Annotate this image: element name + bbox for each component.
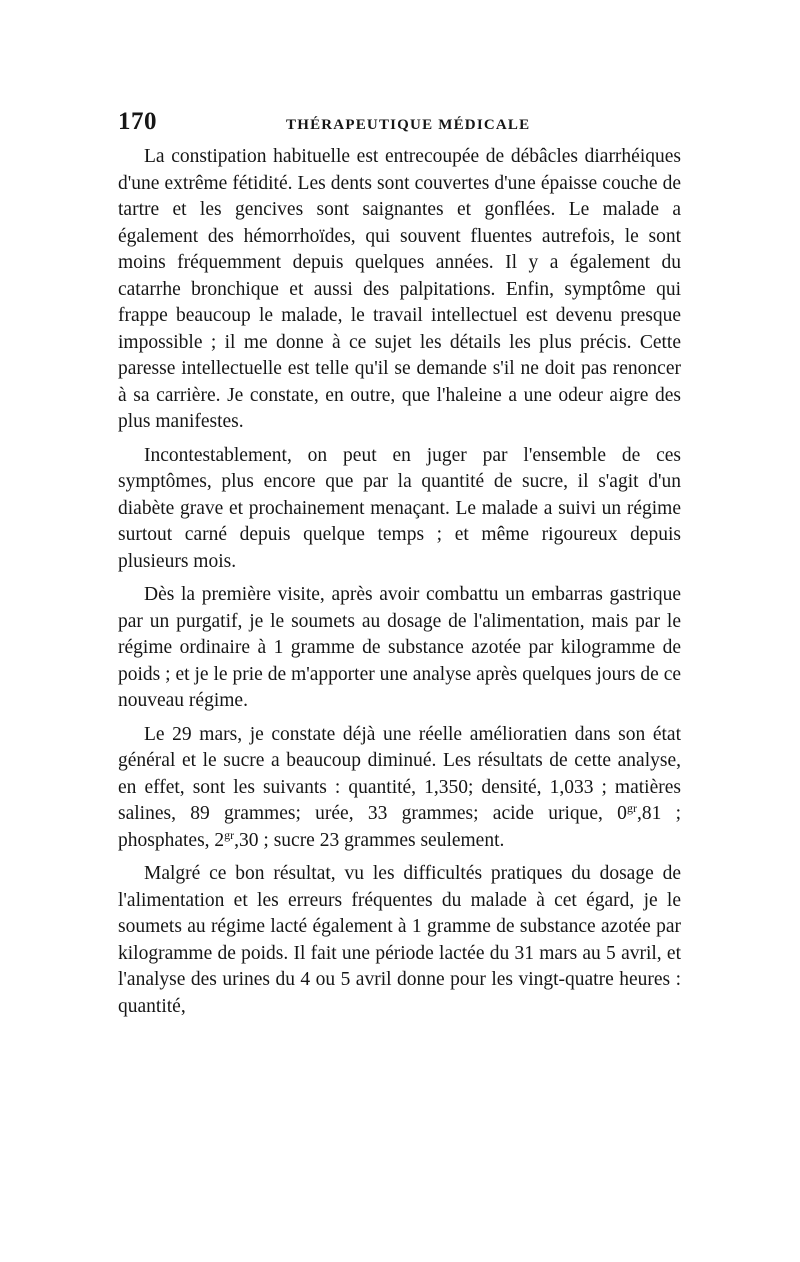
paragraph-4-text-b: ,81 ; phosphates, 2 xyxy=(118,803,682,851)
paragraph-3: Dès la première visite, après avoir combattu un embarras gastrique par un purgatif, je le soumets au dosage de l'alimentation, mais par le régime ordinaire à 1 gramme de substance azotée par kilogramme de poids ; et je le prie de m'apporter une analyse après quelques jours de ce nouveau régime. xyxy=(118,584,681,711)
paragraph-1: La constipation habituelle est entrecoupée de débâcles diarrhéiques d'une extrême fétidité. Les dents sont couvertes d'une épaisse couche de tartre et les gencives sont saignantes et gonflées. Le malade a également des hémorrhoïdes, qui souvent fluentes autrefois, le sont moins fréquemment depuis quelques années. Il y a également du catarrhe bronchique et aussi des palpitations. Enfin, symptôme qui frappe beaucoup le malade, le travail intellectuel est devenu presque impossible ; il me donne à ce sujet les détails les plus précis. Cette paresse intellectuelle est telle qu'il se demande s'il ne doit pas renoncer à sa carrière. Je constate, en outre, que l'haleine a une odeur aigre des plus manifestes. xyxy=(118,146,681,432)
paragraph-4 xyxy=(118,722,681,855)
gram-abbrev-2: gr xyxy=(224,827,235,842)
book-page xyxy=(118,108,681,1020)
gram-abbrev-1: gr xyxy=(626,801,637,815)
page-header xyxy=(118,108,681,144)
paragraph-5: Malgré ce bon résultat, vu les difficultés pratiques du dosage de l'alimentation et les erreurs fréquentes du malade à cet égard, je le soumets au régime lacté également à 1 gramme de substance azotée par kilogramme de poids. Il fait une période lactée du 31 mars au 5 avril, et l'analyse des urines du 4 ou 5 avril donne pour les vingt-quatre heures : quantité, xyxy=(118,863,681,1017)
running-title: THÉRAPEUTIQUE MÉDICALE xyxy=(286,117,531,133)
paragraph-2: Incontestablement, on peut en juger par l'ensemble de ces symptômes, plus encore que par la quantité de sucre, il s'agit d'un diabète grave et prochainement menaçant. Le malade a suivi un régime surtout carné depuis quelque temps ; et même rigoureux depuis plusieurs mois. xyxy=(118,444,681,572)
body-text xyxy=(118,144,681,1020)
paragraph-4-text-c: ,30 ; sucre 23 grammes seulement. xyxy=(234,829,505,851)
page-number: 170 xyxy=(118,108,157,135)
paragraph-4-text-a: Le 29 mars, je constate déjà une réelle amélioratien dans son état général et le sucre a beaucoup diminué. Les résultats de cette analyse, en effet, sont les suivants : quantité, 1,350; densité, 1,033 ; matières salines, 89 grammes; urée, 33 grammes; acide urique, 0 xyxy=(118,723,681,824)
